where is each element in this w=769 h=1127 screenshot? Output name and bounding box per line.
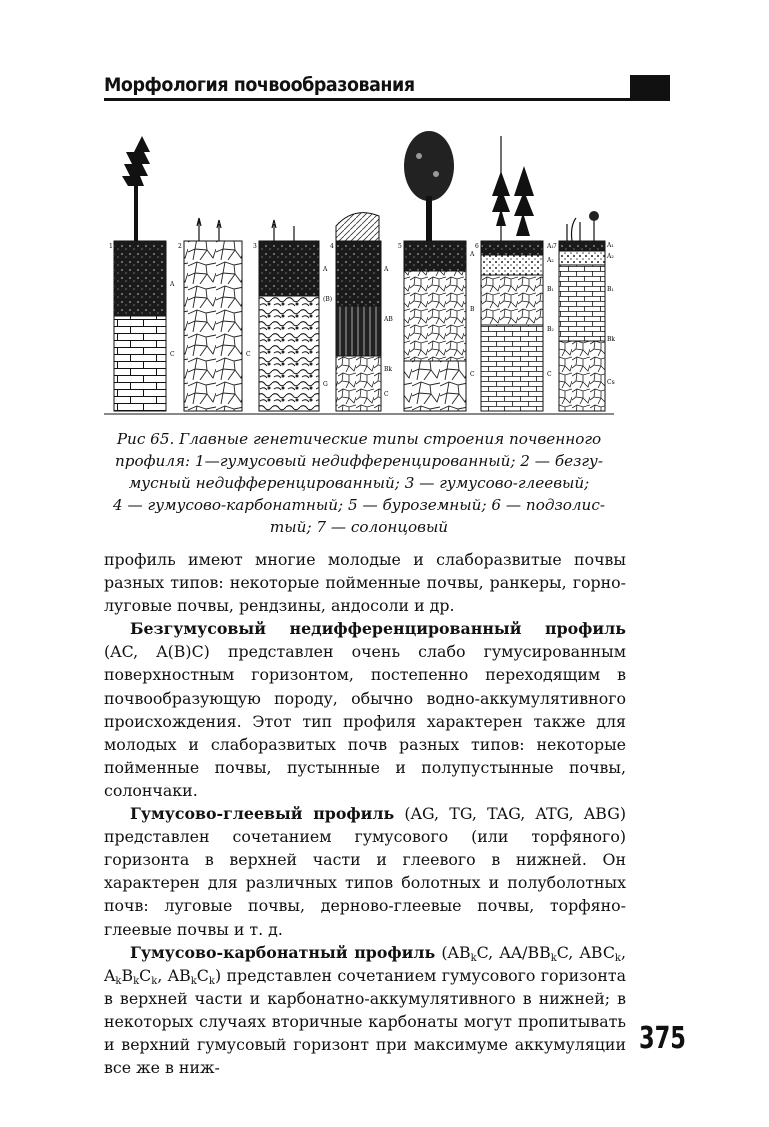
horizon-label-7b1: B₁ xyxy=(607,286,614,293)
caption-line: мусный недифференцированный; 3 — гумусово-глеевый; xyxy=(128,474,590,492)
profile-7 xyxy=(553,211,615,411)
horizon-label-3g: G xyxy=(323,381,328,388)
header-block xyxy=(630,75,670,101)
horizon-label-6a1: A₁ xyxy=(547,243,554,250)
profile-4 xyxy=(330,213,393,411)
horizon-label-3b: (B) xyxy=(323,296,333,303)
profile-number-6: 6 xyxy=(475,243,479,250)
horizon-label-3a: A xyxy=(323,266,328,273)
subscript: k xyxy=(470,952,477,964)
term-heading: Гумусово-карбонатный профиль xyxy=(130,942,436,962)
body-text xyxy=(104,548,626,1079)
horizon-label-7a2: A₂ xyxy=(607,253,614,260)
term-heading: Безгумусовый недифференцированный профиль xyxy=(130,619,626,639)
profile-number-7: 7 xyxy=(553,243,557,250)
formula: (AB xyxy=(435,942,471,962)
page-number: 375 xyxy=(639,1021,686,1056)
formula: B xyxy=(121,965,134,985)
paragraph-2 xyxy=(104,617,626,802)
profile-2 xyxy=(178,218,251,411)
profile-number-1: 1 xyxy=(109,243,113,250)
profile-1 xyxy=(109,136,175,411)
formula: , AB xyxy=(157,965,191,985)
horizon-label-7a1: A₁ xyxy=(607,242,614,249)
horizon-label-5b: B xyxy=(470,306,475,313)
paragraph-text: представлен сочетанием гумусового горизонта в верхней части и карбонатно-аккумулятивного в нижней; в некоторых случаях вторичные карбонаты могут пропитывать и верхний гумусовый горизонт при максимуме аккумуляции все же в ниж- xyxy=(104,965,627,1078)
profile-number-2: 2 xyxy=(178,243,182,250)
profile-6 xyxy=(475,136,554,411)
horizon-label-6a2: A₂ xyxy=(547,257,554,264)
paragraph-3 xyxy=(104,802,626,941)
formula: , A xyxy=(104,942,627,985)
profile-number-4: 4 xyxy=(330,243,334,250)
term-heading: Гумусово-глеевый профиль xyxy=(130,804,395,824)
paragraph-1: профиль имеют многие молодые и слаборазвитые почвы разных типов: некоторые пойменные почвы, ранкеры, горно-луговые почвы, рендзины, андосоли и др. xyxy=(104,550,626,616)
horizon-label-6b2: B₂ xyxy=(547,326,554,333)
horizon-label-7cs: Cs xyxy=(607,379,615,386)
formula: ) xyxy=(214,965,222,985)
horizon-label-4a: A xyxy=(384,266,389,273)
horizon-label-7bk: Bk xyxy=(607,336,616,343)
paragraph-text: (AC, A(B)C) представлен очень слабо гумусированным поверхностным горизонтом, постепенно переходящим в почвообразующую породу, обычно водно-аккумулятивного происхождения. Этот тип профиля характерен также для молодых и слаборазвитых почв разных типов: некоторые пойменные почвы, пустынные и полупустынные почвы, солончаки. xyxy=(104,642,626,800)
profile-5 xyxy=(398,131,475,411)
horizon-label-4c: C xyxy=(384,391,389,398)
horizon-label-1a: A xyxy=(170,281,175,288)
caption-line: 4 — гумусово-карбонатный; 5 — буроземный; 6 — подзолис- xyxy=(113,496,605,514)
horizon-label-5a: A xyxy=(470,251,475,258)
profile-3 xyxy=(253,220,332,411)
horizon-label-6c: C xyxy=(547,371,552,378)
formula: C, AA/BB xyxy=(476,942,551,962)
horizon-label-4ab: AB xyxy=(384,316,393,323)
subscript: k xyxy=(133,975,140,987)
paragraph-text: (AG, TG, TAG, ATG, ABG) представлен сочетанием гумусового (или торфяного) горизонта в верхней части и глеевого в нижней. Он характерен для различных типов болотных и полуболотных почв: луговые почвы, дерново-глеевые почвы, торфяно-глеевые почвы и т. д. xyxy=(104,804,626,939)
paragraph-4 xyxy=(104,941,626,1080)
caption-line: Рис 65. Главные генетические типы строения почвенного xyxy=(116,430,602,448)
soil-profiles-figure xyxy=(104,116,614,416)
caption-line: профиля: 1—гумусовый недифференцированный; 2 — безгу- xyxy=(115,452,603,470)
header-rule xyxy=(104,98,670,101)
running-header-title: Морфология почвообразования xyxy=(104,74,415,96)
profile-number-3: 3 xyxy=(253,243,257,250)
horizon-label-2c: C xyxy=(246,351,251,358)
horizon-label-4bk: Bk xyxy=(384,366,393,373)
formula: C, ABC xyxy=(556,942,615,962)
subscript: k xyxy=(190,975,197,987)
horizon-label-5c: C xyxy=(470,371,475,378)
formula: C xyxy=(196,965,209,985)
formula: C xyxy=(139,965,152,985)
subscript: k xyxy=(151,975,158,987)
profile-number-5: 5 xyxy=(398,243,402,250)
subscript: k xyxy=(115,975,122,987)
horizon-label-1c: C xyxy=(170,351,175,358)
subscript: k xyxy=(614,952,621,964)
caption-line: тый; 7 — солонцовый xyxy=(269,518,449,536)
subscript: k xyxy=(208,975,215,987)
subscript: k xyxy=(550,952,557,964)
horizon-label-6b1: B₁ xyxy=(547,286,554,293)
figure-caption xyxy=(104,428,614,538)
